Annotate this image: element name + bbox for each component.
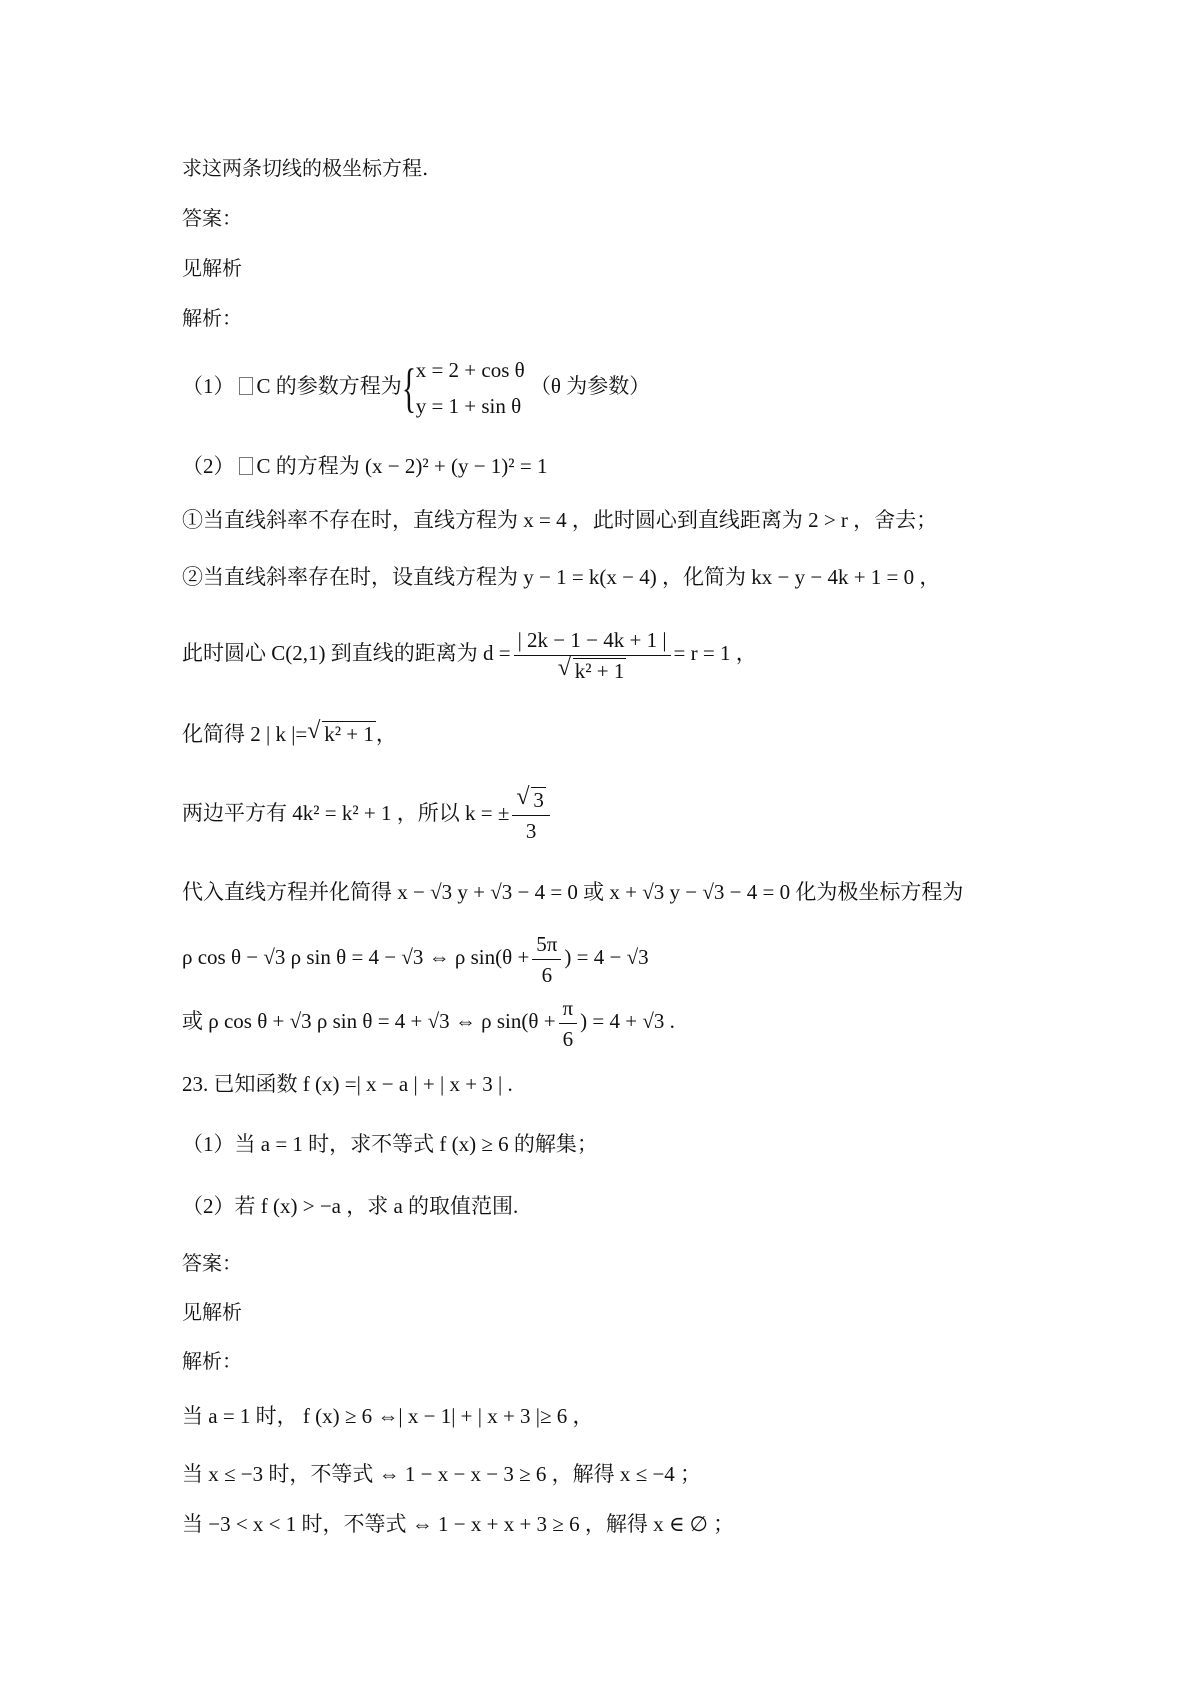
square-line bbox=[182, 782, 553, 846]
denominator: 3 bbox=[525, 818, 537, 843]
numerator: 5π bbox=[532, 929, 561, 960]
equation-system bbox=[416, 352, 525, 424]
answer-text: 见解析 bbox=[182, 1300, 242, 1324]
text-line: ①当直线斜率不存在时，直线方程为 x = 4 ，此时圆心到直线距离为 2 > r ，舍去； bbox=[182, 508, 938, 532]
numerator: π bbox=[559, 993, 578, 1024]
line-text: 或 ρ cos θ + √3 ρ sin θ = 4 + √3 ⇔ ρ sin(θ + bbox=[182, 1009, 556, 1033]
radicand: k² + 1 bbox=[324, 722, 374, 746]
analysis-label: 解析： bbox=[182, 306, 242, 330]
question-part: （1）当 a = 1 时，求不等式 f (x) ≥ 6 的解集； bbox=[182, 1132, 598, 1156]
line-text: C 的方程为 (x − 2)² + (y − 1)² = 1 bbox=[256, 454, 548, 478]
line-text: ρ cos θ − √3 ρ sin θ = 4 − √3 ⇔ ρ sin(θ + bbox=[182, 945, 530, 969]
line-text: 两边平方有 4k² = k² + 1 ，所以 k = ± bbox=[182, 801, 510, 825]
denominator: k² + 1 bbox=[574, 658, 625, 683]
fraction bbox=[532, 929, 561, 990]
line-tail: = r = 1 ， bbox=[673, 641, 757, 665]
fraction bbox=[514, 625, 671, 686]
system-row: x = 2 + cos θ bbox=[415, 358, 525, 383]
line-text: 化简得 2 | k |= bbox=[182, 722, 308, 746]
fraction bbox=[559, 993, 578, 1054]
line-tail: ) = 4 + √3 . bbox=[580, 1009, 675, 1033]
solution-line: 当 −3 < x < 1 时，不等式 ⇔ 1 − x + x + 3 ≥ 6 ，解得 x ∈ ∅ ； bbox=[182, 1512, 735, 1536]
numerator: | 2k − 1 − 4k + 1 | bbox=[514, 625, 671, 656]
denominator: 6 bbox=[562, 1026, 574, 1051]
polar-line-2 bbox=[182, 990, 675, 1054]
question-title: 23. 已知函数 f (x) =| x − a | + | x + 3 | . bbox=[182, 1072, 513, 1096]
fraction bbox=[512, 785, 550, 846]
answer-label: 答案： bbox=[182, 1251, 242, 1275]
line-text: 此时圆心 C(2,1) 到直线的距离为 d = bbox=[182, 641, 511, 665]
system-row: y = 1 + sin θ bbox=[415, 394, 522, 419]
brace-icon: { bbox=[401, 358, 416, 419]
analysis-label: 解析： bbox=[182, 1349, 242, 1373]
sqrt-icon bbox=[558, 656, 627, 686]
param-equation-line bbox=[182, 346, 650, 426]
missing-glyph-icon bbox=[239, 377, 253, 395]
numerator: 3 bbox=[533, 787, 544, 812]
text-line: ②当直线斜率存在时，设直线方程为 y − 1 = k(x − 4) ，化简为 kx − y − 4k + 1 = 0 ， bbox=[182, 565, 941, 589]
sqrt-icon bbox=[307, 720, 376, 748]
line-text: C 的参数方程为 bbox=[256, 374, 402, 398]
solution-line: 当 x ≤ −3 时，不等式 ⇔ 1 − x − x − 3 ≥ 6 ，解得 x ≤ −4 ； bbox=[182, 1462, 702, 1486]
distance-line bbox=[182, 622, 757, 686]
sqrt-icon bbox=[516, 785, 546, 815]
question-part: （2）若 f (x) > −a ，求 a 的取值范围. bbox=[182, 1194, 519, 1218]
line-suffix: （θ 为参数） bbox=[529, 374, 651, 398]
denominator: 6 bbox=[541, 962, 553, 987]
answer-label: 答案： bbox=[182, 206, 242, 230]
simplify-line bbox=[182, 720, 397, 748]
circle-equation-line bbox=[182, 452, 547, 480]
part-number: （2） bbox=[182, 454, 235, 478]
answer-text: 见解析 bbox=[182, 256, 242, 280]
polar-line-1 bbox=[182, 926, 649, 990]
line-tail: ) = 4 − √3 bbox=[564, 945, 649, 969]
text-line: 代入直线方程并化简得 x − √3 y + √3 − 4 = 0 或 x + √3 y − √3 − 4 = 0 化为极坐标方程为 bbox=[182, 880, 964, 904]
solution-line: 当 a = 1 时， f (x) ≥ 6 ⇔| x − 1| + | x + 3 |≥ 6 ， bbox=[182, 1404, 594, 1428]
line-tail: ， bbox=[375, 722, 397, 746]
part-number: （1） bbox=[182, 374, 235, 398]
text-line: 求这两条切线的极坐标方程. bbox=[182, 156, 429, 180]
missing-glyph-icon bbox=[239, 457, 253, 475]
